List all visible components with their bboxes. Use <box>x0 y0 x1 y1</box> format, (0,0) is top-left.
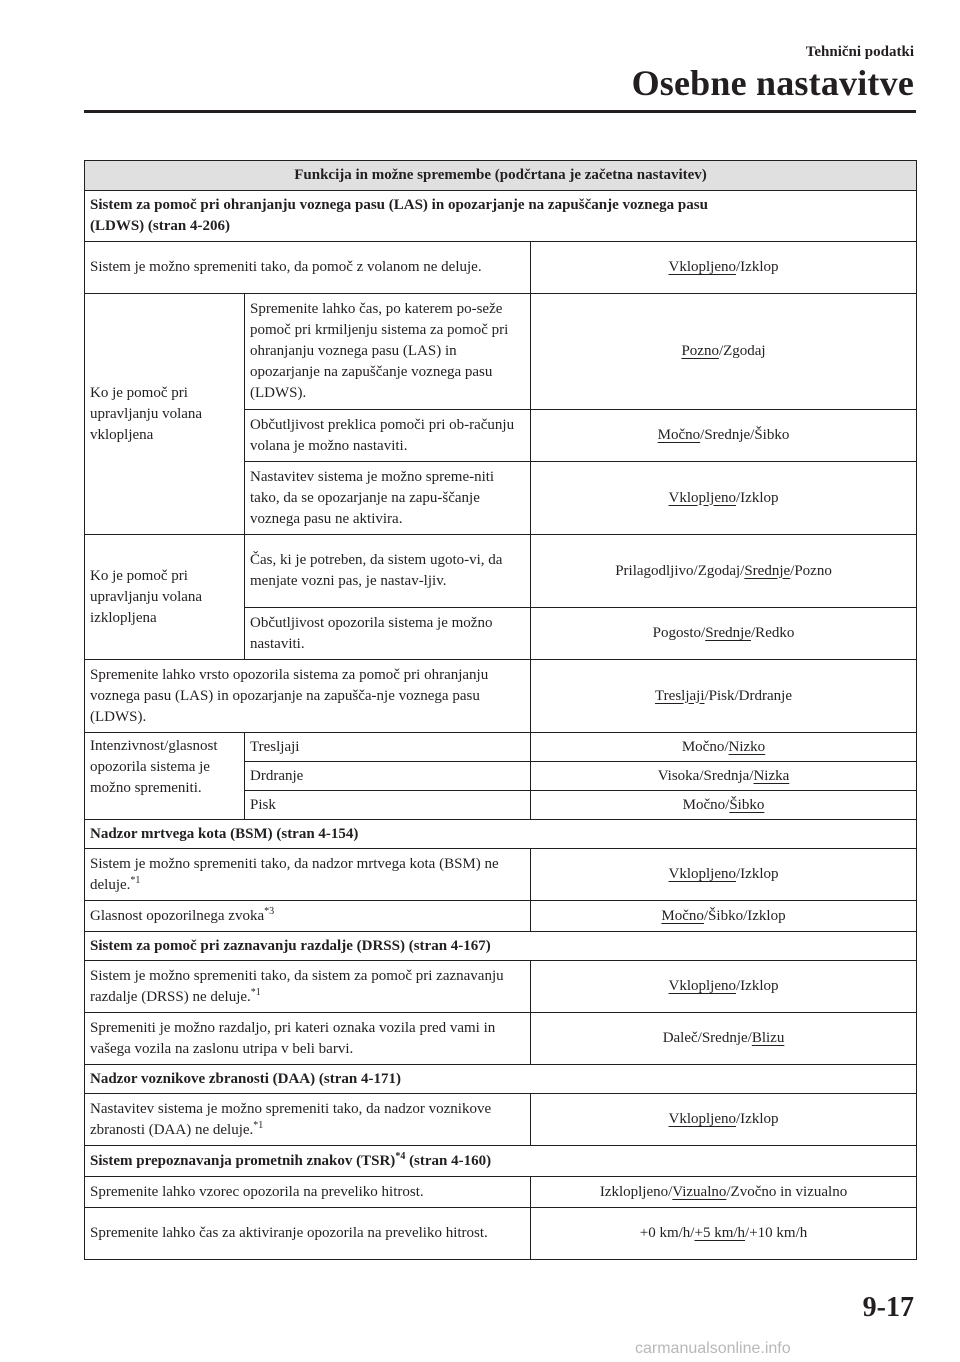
setting-description: Občutljivost preklica pomoči pri ob-računju volana je možno nastaviti. <box>245 410 531 462</box>
setting-description: Glasnost opozorilnega zvoka$^{*3}$ <box>85 901 531 932</box>
section-title-las: Sistem za pomoč pri ohranjanju voznega pasu (LAS) in opozarjanje na zapuščanje voznega pasu (LDWS) (stran 4-206) <box>85 191 917 242</box>
setting-description: Spremenite lahko čas, po katerem po-seže pomoč pri krmiljenju sistema za pomoč pri ohranjanju voznega pasu (LAS) in opozarjanje na zapuščanje voznega pasu (LDWS). <box>245 294 531 410</box>
setting-values: Pozno/Zgodaj <box>531 294 917 410</box>
setting-values: Prilagodljivo/Zgodaj/Srednje/Pozno <box>531 535 917 608</box>
section-title-drss: Sistem za pomoč pri zaznavanju razdalje (DRSS) (stran 4-167) <box>85 932 917 961</box>
table-row <box>85 294 917 410</box>
section-title: Tehnični podatki <box>805 44 914 60</box>
table-row <box>85 242 917 294</box>
table-row <box>85 660 917 733</box>
warning-type: Drdranje <box>245 762 531 791</box>
group-label-steering-on: Ko je pomoč pri upravljanju volana vklopljena <box>85 294 245 535</box>
setting-description: Spremenite lahko čas za aktiviranje opozorila na preveliko hitrost. <box>85 1208 531 1260</box>
section-row-las <box>85 191 917 242</box>
table-row <box>85 535 917 608</box>
warning-type: Tresljaji <box>245 733 531 762</box>
section-title-tsr: Sistem prepoznavanja prometnih znakov (TSR)$^{*4}$ (stran 4-160) <box>85 1146 917 1177</box>
setting-values: Izklopljeno/Vizualno/Zvočno in vizualno <box>531 1177 917 1208</box>
section-row-bsm <box>85 820 917 849</box>
page-title: Osebne nastavitve <box>631 63 914 103</box>
setting-values: Vklopljeno/Izklop <box>531 1094 917 1146</box>
setting-values: Močno/Šibko/Izklop <box>531 901 917 932</box>
setting-values: Vklopljeno/Izklop <box>531 961 917 1013</box>
section-row-daa <box>85 1065 917 1094</box>
table-row <box>85 733 917 762</box>
setting-description: Nastavitev sistema je možno spreme-niti tako, da se opozarjanje na zapu-ščanje voznega pasu ne aktivira. <box>245 462 531 535</box>
table-row <box>85 849 917 901</box>
setting-values: Vklopljeno/Izklop <box>531 849 917 901</box>
setting-description: Nastavitev sistema je možno spremeniti tako, da nadzor voznikove zbranosti (DAA) ne deluje.$^{*1}$ <box>85 1094 531 1146</box>
setting-description: Sistem je možno spremeniti tako, da pomoč z volanom ne deluje. <box>85 242 531 294</box>
section-row-drss <box>85 932 917 961</box>
warning-type: Pisk <box>245 791 531 820</box>
setting-description: Sistem je možno spremeniti tako, da sistem za pomoč pri zaznavanju razdalje (DRSS) ne deluje.$^{*1}$ <box>85 961 531 1013</box>
table-row <box>85 1177 917 1208</box>
setting-values: Tresljaji/Pisk/Drdranje <box>531 660 917 733</box>
table-row <box>85 961 917 1013</box>
page-number: 9-17 <box>862 1292 914 1323</box>
setting-description: Spremeniti je možno razdaljo, pri kateri oznaka vozila pred vami in vašega vozila na zaslonu utripa v beli barvi. <box>85 1013 531 1065</box>
section-row-tsr <box>85 1146 917 1177</box>
setting-description: Spremenite lahko vrsto opozorila sistema za pomoč pri ohranjanju voznega pasu (LAS) in opozarjanje na zapušča-nje voznega pasu (LDWS). <box>85 660 531 733</box>
setting-description: Spremenite lahko vzorec opozorila na preveliko hitrost. <box>85 1177 531 1208</box>
group-label-steering-off: Ko je pomoč pri upravljanju volana izklopljena <box>85 535 245 660</box>
setting-values: Močno/Srednje/Šibko <box>531 410 917 462</box>
section-title-bsm: Nadzor mrtvega kota (BSM) (stran 4-154) <box>85 820 917 849</box>
setting-values: Močno/Nizko <box>531 733 917 762</box>
setting-values: Vklopljeno/Izklop <box>531 242 917 294</box>
setting-values: Vklopljeno/Izklop <box>531 462 917 535</box>
setting-values: +0 km/h/+5 km/h/+10 km/h <box>531 1208 917 1260</box>
setting-description: Občutljivost opozorila sistema je možno nastaviti. <box>245 608 531 660</box>
setting-values: Visoka/Srednja/Nizka <box>531 762 917 791</box>
watermark: carmanualsonline.info <box>635 1340 791 1357</box>
section-title-daa: Nadzor voznikove zbranosti (DAA) (stran 4-171) <box>85 1065 917 1094</box>
setting-description: Čas, ki je potreben, da sistem ugoto-vi, da menjate vozni pas, je nastav-ljiv. <box>245 535 531 608</box>
setting-values: Pogosto/Srednje/Redko <box>531 608 917 660</box>
table-row <box>85 1208 917 1260</box>
group-label-intensity: Intenzivnost/glasnost opozorila sistema je možno spremeniti. <box>85 733 245 820</box>
table-header-row <box>85 161 917 191</box>
setting-values: Močno/Šibko <box>531 791 917 820</box>
table-header: Funkcija in možne spremembe (podčrtana je začetna nastavitev) <box>85 161 917 191</box>
table-row <box>85 901 917 932</box>
table-row <box>85 1013 917 1065</box>
header-rule <box>84 110 916 113</box>
setting-description: Sistem je možno spremeniti tako, da nadzor mrtvega kota (BSM) ne deluje.$^{*1}$ <box>85 849 531 901</box>
setting-values: Daleč/Srednje/Blizu <box>531 1013 917 1065</box>
settings-table <box>84 160 917 1260</box>
table-row <box>85 1094 917 1146</box>
